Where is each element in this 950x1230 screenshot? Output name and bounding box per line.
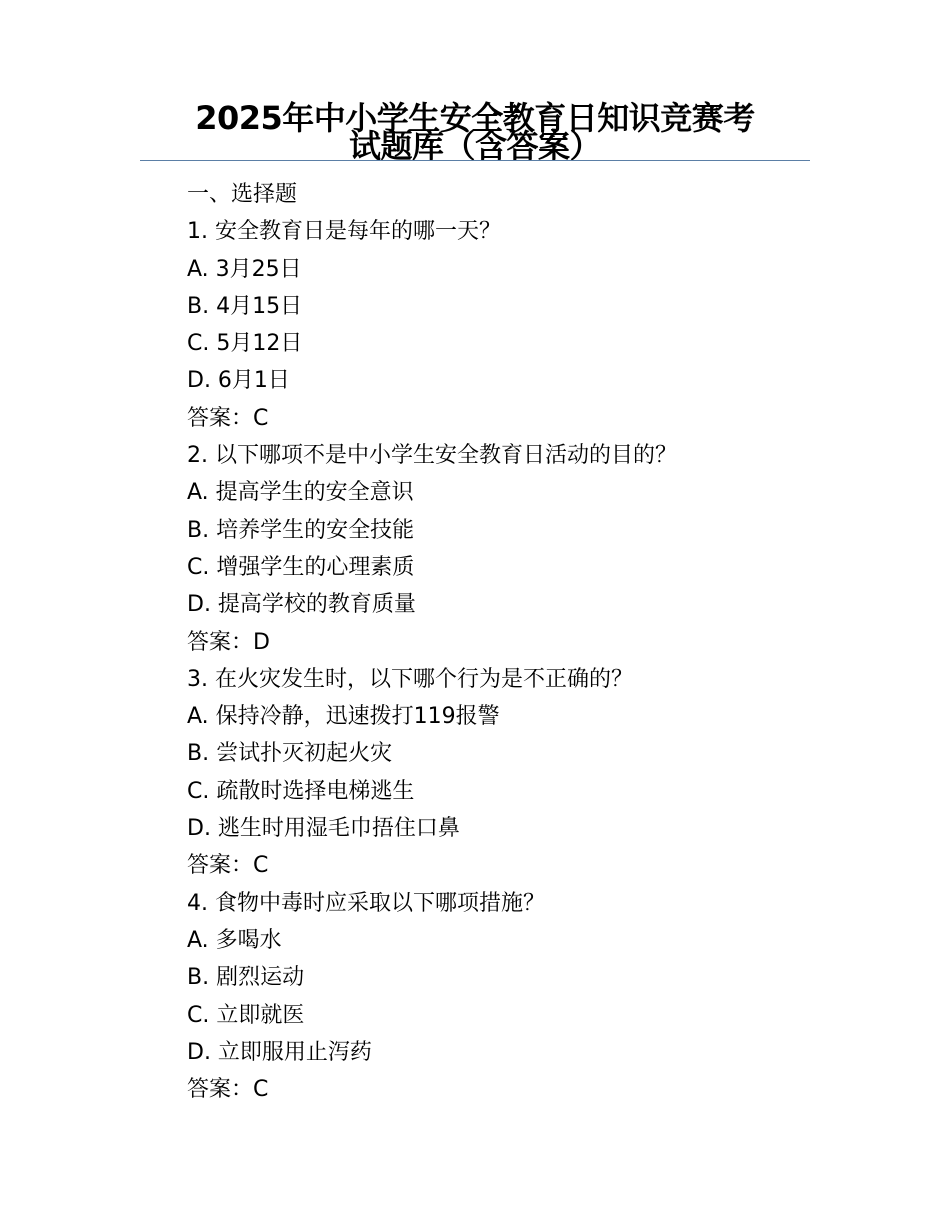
option-b: B. 剧烈运动 [187, 965, 305, 991]
option-b: B. 尝试扑灭初起火灾 [187, 741, 393, 767]
option-a: A. 3月25日 [187, 256, 302, 282]
question-block-3 [187, 661, 807, 885]
question-text: 1. 安全教育日是每年的哪一天？ [187, 219, 501, 245]
section-heading: 一、选择题 [187, 182, 298, 207]
answer-text: 答案：C [187, 405, 269, 431]
title-line-2: 试题库（含答案） [348, 127, 601, 165]
option-c: C. 5月12日 [187, 331, 303, 357]
answer-text: 答案：C [187, 853, 269, 879]
option-c: C. 立即就医 [187, 1002, 305, 1028]
option-b: B. 培养学生的安全技能 [187, 517, 415, 543]
question-text: 4. 食物中毒时应采取以下哪项措施？ [187, 890, 545, 916]
question-block-1 [187, 213, 807, 437]
option-c: C. 增强学生的心理素质 [187, 554, 415, 580]
option-b: B. 4月15日 [187, 293, 303, 319]
question-text: 2. 以下哪项不是中小学生安全教育日活动的目的？ [187, 443, 677, 469]
document-title [140, 99, 810, 165]
option-c: C. 疏散时选择电梯逃生 [187, 778, 415, 804]
option-a: A. 保持冷静，迅速拨打119报警 [187, 704, 500, 730]
document-body [187, 176, 807, 1108]
option-a: A. 多喝水 [187, 927, 282, 953]
answer-text: 答案：D [187, 629, 270, 655]
option-d: D. 逃生时用湿毛巾捂住口鼻 [187, 816, 460, 842]
option-a: A. 提高学生的安全意识 [187, 480, 414, 506]
option-d: D. 6月1日 [187, 368, 290, 394]
answer-text: 答案：C [187, 1077, 269, 1103]
option-d: D. 立即服用止泻药 [187, 1039, 372, 1065]
option-d: D. 提高学校的教育质量 [187, 592, 416, 618]
question-block-4 [187, 885, 807, 1109]
title-line-1: 2025年中小学生安全教育日知识竞赛考 [195, 99, 755, 137]
title-underline-divider [140, 160, 810, 161]
question-text: 3. 在火灾发生时，以下哪个行为是不正确的？ [187, 666, 633, 692]
question-block-2 [187, 437, 807, 661]
